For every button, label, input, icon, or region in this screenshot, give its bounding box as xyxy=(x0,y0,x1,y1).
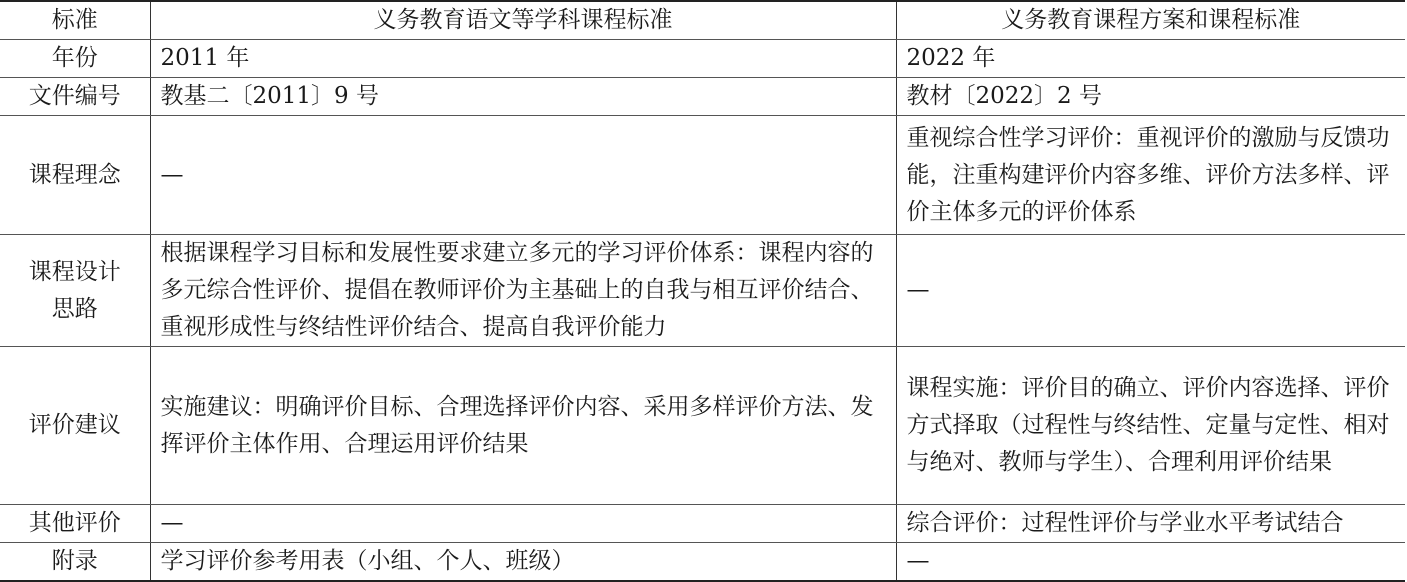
table-row xyxy=(0,116,1405,235)
cell-2022: — xyxy=(896,543,1405,582)
header-2022-standard: 义务教育课程方案和课程标准 xyxy=(896,1,1405,40)
row-label: 文件编号 xyxy=(0,78,150,116)
cell-2022: 课程实施：评价目的确立、评价内容选择、评价方式择取（过程性与终结性、定量与定性、相对与绝对、教师与学生）、合理利用评价结果 xyxy=(896,347,1405,505)
cell-2022: 综合评价：过程性评价与学业水平考试结合 xyxy=(896,505,1405,543)
cell-2011: 学习评价参考用表（小组、个人、班级） xyxy=(150,543,896,582)
cell-2011: — xyxy=(150,116,896,235)
table-row xyxy=(0,347,1405,505)
table-row xyxy=(0,40,1405,78)
cell-2011: 实施建议：明确评价目标、合理选择评价内容、采用多样评价方法、发挥评价主体作用、合理运用评价结果 xyxy=(150,347,896,505)
row-label: 附录 xyxy=(0,543,150,582)
header-standard: 标准 xyxy=(0,1,150,40)
cell-2022: 教材〔2022〕2 号 xyxy=(896,78,1405,116)
row-label: 其他评价 xyxy=(0,505,150,543)
cell-2011: 教基二〔2011〕9 号 xyxy=(150,78,896,116)
cell-2022: — xyxy=(896,235,1405,347)
row-label: 年份 xyxy=(0,40,150,78)
cell-2011: 根据课程学习目标和发展性要求建立多元的学习评价体系：课程内容的多元综合性评价、提倡在教师评价为主基础上的自我与相互评价结合、重视形成性与终结性评价结合、提高自我评价能力 xyxy=(150,235,896,347)
table-row xyxy=(0,543,1405,582)
row-label: 课程设计思路 xyxy=(0,235,150,347)
header-row xyxy=(0,1,1405,40)
header-2011-standard: 义务教育语文等学科课程标准 xyxy=(150,1,896,40)
cell-2022: 2022 年 xyxy=(896,40,1405,78)
cell-2011: — xyxy=(150,505,896,543)
table-row xyxy=(0,78,1405,116)
row-label: 课程理念 xyxy=(0,116,150,235)
cell-2022: 重视综合性学习评价：重视评价的激励与反馈功能，注重构建评价内容多维、评价方法多样、评价主体多元的评价体系 xyxy=(896,116,1405,235)
row-label: 评价建议 xyxy=(0,347,150,505)
table-row xyxy=(0,235,1405,347)
cell-2011: 2011 年 xyxy=(150,40,896,78)
table-row xyxy=(0,505,1405,543)
